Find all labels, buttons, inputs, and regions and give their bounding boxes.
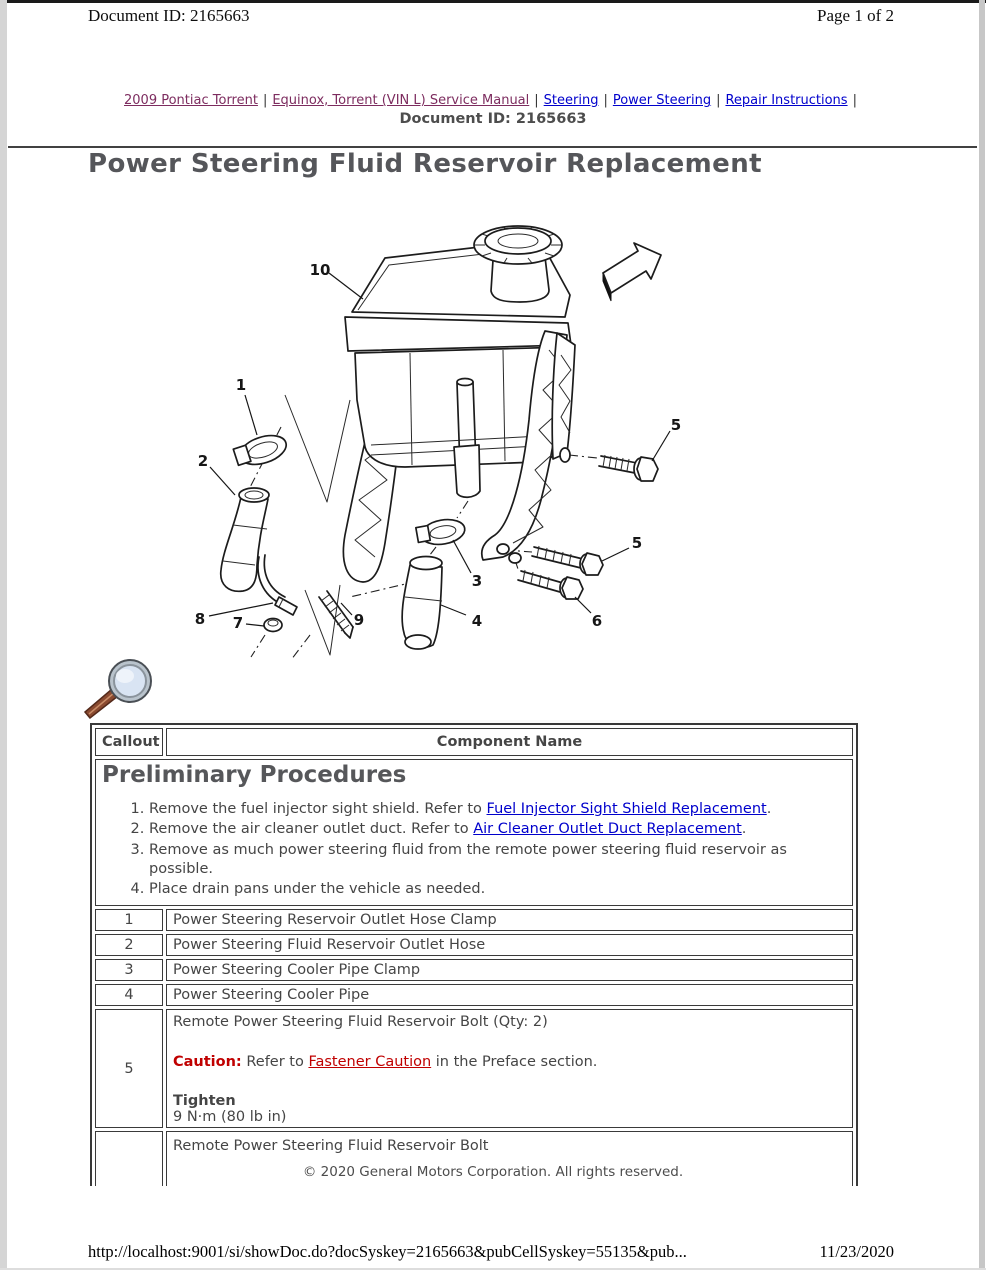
header-divider — [8, 146, 977, 148]
callout-cell: 1 — [95, 909, 163, 931]
direction-arrow-icon — [603, 243, 661, 301]
tighten-label: Tighten — [173, 1093, 236, 1110]
callout-2: 2 — [197, 452, 209, 470]
nut-7 — [264, 619, 282, 632]
component-table — [90, 723, 858, 1186]
callout-3: 3 — [471, 572, 483, 590]
breadcrumb-separator: | — [716, 93, 721, 108]
header-page-number: Page 1 of 2 — [817, 6, 894, 25]
callout-1: 1 — [235, 376, 247, 394]
preliminary-step: 4. Place drain pans under the vehicle as needed. — [149, 880, 846, 899]
breadcrumb-link-steering[interactable]: Steering — [543, 93, 599, 108]
callout-8: 8 — [194, 610, 206, 628]
callout-cell: 5 — [95, 1009, 163, 1128]
bolt-description: Remote Power Steering Fluid Reservoir Bolt (Qty: 2) — [173, 1014, 548, 1031]
table-row — [95, 984, 853, 1006]
table-row — [95, 909, 853, 931]
fuel-injector-sight-shield-link[interactable]: Fuel Injector Sight Shield Replacement — [486, 801, 767, 817]
component-name-cell: Power Steering Reservoir Outlet Hose Clamp — [166, 909, 853, 931]
table-row — [95, 959, 853, 981]
component-name-cell: Power Steering Cooler Pipe — [166, 984, 853, 1006]
callout-column-header: Callout — [95, 728, 163, 756]
component-name-cell: Remote Power Steering Fluid Reservoir Bolt — [166, 1131, 853, 1186]
callout-cell: 2 — [95, 934, 163, 956]
breadcrumb-link-vehicle[interactable]: 2009 Pontiac Torrent — [124, 93, 258, 108]
breadcrumb-separator: | — [262, 93, 268, 108]
page-title: Power Steering Fluid Reservoir Replacement — [88, 149, 762, 179]
header-document-id: Document ID: 2165663 — [88, 6, 250, 25]
component-table-clip — [90, 723, 858, 1186]
callout-9: 9 — [353, 611, 365, 629]
footer-date: 11/23/2020 — [819, 1242, 894, 1261]
document-id-line: Document ID: 2165663 — [399, 111, 587, 127]
break-line — [285, 395, 350, 502]
outlet-hose-2 — [221, 488, 269, 591]
fastener-caution-link[interactable]: Fastener Caution — [308, 1054, 432, 1071]
breadcrumb-link-power-steering[interactable]: Power Steering — [612, 93, 712, 108]
breadcrumb-separator: | — [852, 93, 857, 108]
component-name-cell: Power Steering Fluid Reservoir Outlet Hose — [166, 934, 853, 956]
cooler-pipe-4 — [402, 557, 442, 650]
preliminary-steps-list — [102, 800, 846, 899]
breadcrumb-link-manual[interactable]: Equinox, Torrent (VIN L) Service Manual — [272, 93, 530, 108]
table-row — [95, 934, 853, 956]
preliminary-procedures-heading: Preliminary Procedures — [102, 762, 407, 788]
preliminary-step: 1. Remove the fuel injector sight shield. Refer to Fuel Injector Sight Shield Replacement. — [149, 800, 846, 819]
breadcrumb-separator: | — [603, 93, 608, 108]
callout-7: 7 — [232, 614, 244, 632]
breadcrumb — [0, 93, 986, 108]
bolt-5-lower — [532, 546, 603, 575]
bolt-6 — [518, 570, 583, 599]
callout-4: 4 — [471, 612, 483, 630]
breadcrumb-link-repair-instructions[interactable]: Repair Instructions — [725, 93, 848, 108]
copyright-notice: © 2020 General Motors Corporation. All rights reserved. — [302, 1164, 684, 1180]
footer-url: http://localhost:9001/si/showDoc.do?docSyskey=2165663&pubCellSyskey=55135&pub... — [88, 1242, 687, 1261]
callout-6: 6 — [591, 612, 603, 630]
drain-pipe-8 — [258, 555, 297, 615]
bolt-5-upper — [599, 455, 658, 481]
air-cleaner-outlet-duct-link[interactable]: Air Cleaner Outlet Duct Replacement — [473, 821, 742, 838]
callout-cell: 3 — [95, 959, 163, 981]
preliminary-step: 2. Remove the air cleaner outlet duct. Refer to Air Cleaner Outlet Duct Replacement. — [149, 820, 846, 839]
breadcrumb-separator: | — [534, 93, 539, 108]
callout-5-lower: 5 — [631, 534, 643, 552]
table-header-row — [95, 728, 853, 756]
magnifier-icon[interactable] — [84, 654, 164, 724]
component-name-column-header: Component Name — [166, 728, 853, 756]
caution-note: Caution: Refer to Fastener Caution in the Preface section. — [173, 1054, 598, 1071]
page-edge-right — [979, 0, 985, 1270]
caution-label: Caution: — [173, 1054, 242, 1071]
callout-cell: 4 — [95, 984, 163, 1006]
reservoir-exploded-diagram — [105, 205, 705, 665]
component-name-cell: Power Steering Cooler Pipe Clamp — [166, 959, 853, 981]
cooler-pipe-clamp-3 — [415, 516, 466, 548]
page-edge-top — [0, 0, 986, 3]
tighten-spec: 9 N·m (80 lb in) — [173, 1109, 287, 1126]
preliminary-procedures-row — [95, 759, 853, 906]
table-row-bolt — [95, 1009, 853, 1128]
callout-10: 10 — [309, 261, 331, 279]
preliminary-step: 3. Remove as much power steering fluid from the remote power steering fluid reservoir as possible. — [149, 841, 846, 880]
page-edge-left — [0, 0, 7, 1270]
component-name-cell — [166, 1009, 853, 1128]
callout-5-upper: 5 — [670, 416, 682, 434]
